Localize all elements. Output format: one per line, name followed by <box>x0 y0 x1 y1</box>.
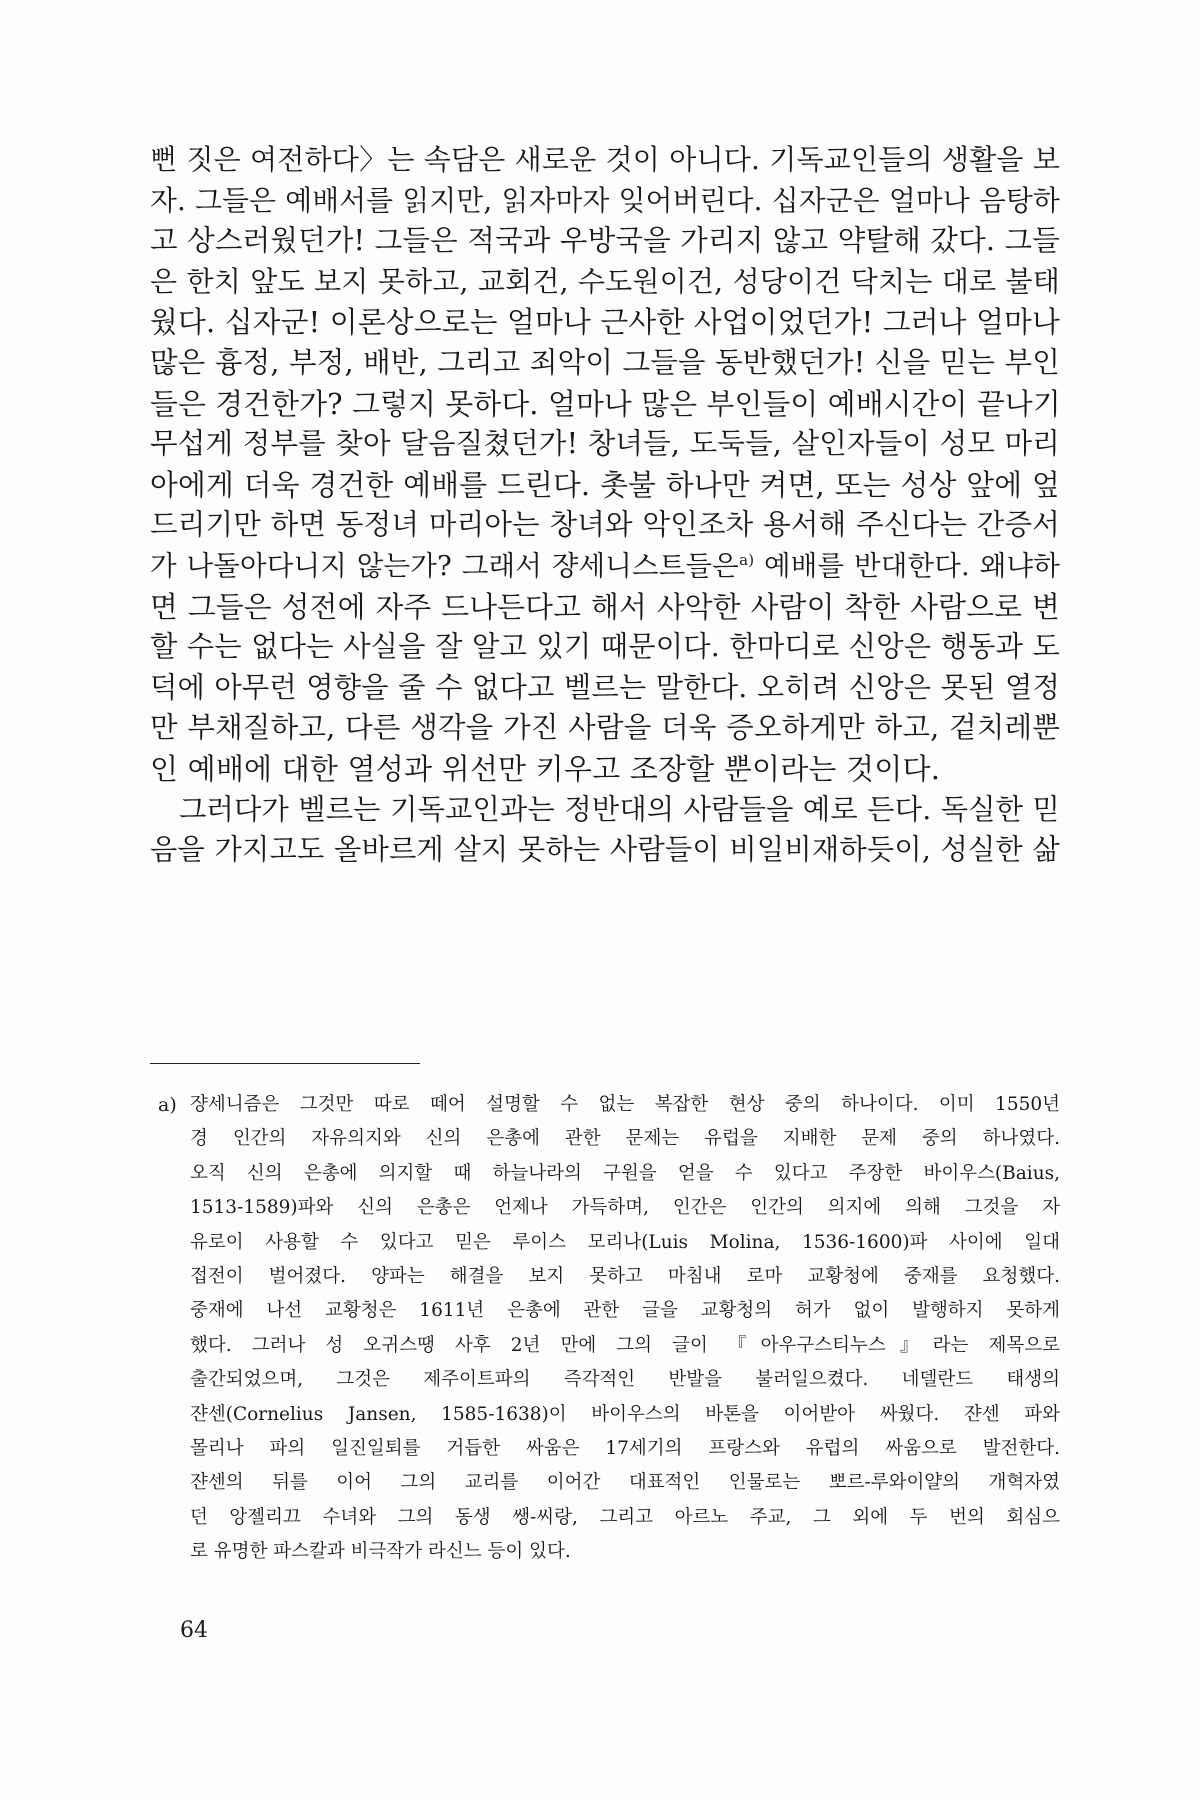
footnote-marker: a) <box>158 1094 177 1116</box>
footnote-line: 출간되었으며, 그것은 제주이트파의 즉각적인 반발을 불러일으켰다. 네델란드 태생의 <box>190 1369 1060 1391</box>
body-line: 은 한치 앞도 보지 못하고, 교회건, 수도원이건, 성당이건 닥치는 대로 불태 <box>150 264 1060 298</box>
body-line: 덕에 아무런 영향을 줄 수 없다고 벨르는 말한다. 오히려 신앙은 못된 열정 <box>150 670 1060 704</box>
footnote <box>150 1088 1060 1569</box>
footnote-divider <box>150 1063 420 1064</box>
body-line: 고 상스러웠던가! 그들은 적국과 우방국을 가리지 않고 약탈해 갔다. 그들 <box>150 224 1060 258</box>
body-line: 드리기만 하면 동정녀 마리아는 창녀와 악인조차 용서해 주신다는 간증서 <box>150 508 1060 542</box>
body-line: 음을 가지고도 올바르게 살지 못하는 사람들이 비일비재하듯이, 성실한 삶 <box>150 833 1060 867</box>
body-line: 무섭게 정부를 찾아 달음질쳤던가! 창녀들, 도둑들, 살인자들이 성모 마리 <box>150 427 1060 461</box>
footnote-line: 유로이 사용할 수 있다고 믿은 루이스 모리나(Luis Molina, 1536-1600)파 사이에 일대 <box>190 1231 1060 1253</box>
body-line: 아에게 더욱 경건한 예배를 드린다. 촛불 하나만 켜면, 또는 성상 앞에 엎 <box>150 467 1060 502</box>
body-line-part: 예배를 반대한다. 왜냐하 <box>763 549 1060 582</box>
body-line-paragraph-start: 그러다가 벨르는 기독교인과는 정반대의 사람들을 예로 든다. 독실한 믿 <box>179 792 1060 826</box>
page-number: 64 <box>180 1618 208 1643</box>
body-line: 많은 흉정, 부정, 배반, 그리고 죄악이 그들을 동반했던가! 신을 믿는 부인 <box>150 345 1060 379</box>
body-line: 들은 경건한가? 그렇지 못하다. 얼마나 많은 부인들이 예배시간이 끝나기 <box>150 386 1061 421</box>
footnote-line: 쟝세니즘은 그것만 따로 떼어 설명할 수 없는 복잡한 현상 중의 하나이다. 이미 1550년 <box>190 1094 1060 1115</box>
body-line: 자. 그들은 예배서를 읽지만, 읽자마자 잊어버린다. 십자군은 얼마나 음탕하 <box>150 183 1060 217</box>
body-text <box>150 140 1060 871</box>
footnote-body <box>190 1088 1060 1569</box>
body-line: 인 예배에 대한 열성과 위선만 키우고 조장할 뿐이라는 것이다. <box>150 751 941 786</box>
body-line-with-footnote-ref <box>150 546 1060 587</box>
footnote-line: 쟌센의 뒤를 이어 그의 교리를 이어간 대표적인 인물로는 뽀르-루와이얄의 개혁자였 <box>190 1472 1060 1494</box>
body-line: 웠다. 십자군! 이론상으로는 얼마나 근사한 사업이었던가! 그러나 얼마나 <box>150 305 1060 340</box>
footnote-line: 쟌센(Cornelius Jansen, 1585-1638)이 바이우스의 바톤을 이어받아 싸웠다. 쟌센 파와 <box>190 1403 1060 1425</box>
footnote-line: 중재에 나선 교황청은 1611년 은총에 관한 글을 교황청의 허가 없이 발행하지 못하게 <box>190 1300 1060 1322</box>
body-line: 만 부채질하고, 다른 생각을 가진 사람을 더욱 증오하게만 하고, 겉치레뿐 <box>150 711 1060 745</box>
footnote-line: 던 앙젤리끄 수녀와 그의 동생 쌩-씨랑, 그리고 아르노 주교, 그 외에 두 번의 회심으 <box>190 1506 1060 1528</box>
footnote-line: 로 유명한 파스칼과 비극작가 라신느 등이 있다. <box>190 1541 571 1563</box>
body-line: 면 그들은 성전에 자주 드나든다고 해서 사악한 사람이 착한 사람으로 변 <box>150 589 1060 624</box>
body-line: 할 수는 없다는 사실을 잘 알고 있기 때문이다. 한마디로 신앙은 행동과 도 <box>150 630 1060 664</box>
footnote-line: 경 인간의 자유의지와 신의 은총에 관한 문제는 유럽을 지배한 문제 중의 하나였다. <box>190 1128 1060 1150</box>
footnote-reference[interactable]: a) <box>739 550 755 569</box>
footnote-line: 했다. 그러나 성 오귀스땡 사후 2년 만에 그의 글이 『아우구스티누스』라는 제목으로 <box>190 1334 1060 1356</box>
footnote-line: 몰리나 파의 일진일퇴를 거듭한 싸움은 17세기의 프랑스와 유럽의 싸움으로 발전한다. <box>190 1437 1060 1459</box>
body-line: 뻔 짓은 여전하다〉는 속담은 새로운 것이 아니다. 기독교인들의 생활을 보 <box>150 143 1060 176</box>
footnote-line: 1513-1589)파와 신의 은총은 언제나 가득하며, 인간은 인간의 의지에 의해 그것을 자 <box>190 1197 1060 1219</box>
footnote-line: 접전이 벌어졌다. 양파는 해결을 보지 못하고 마침내 로마 교황청에 중재를 요청했다. <box>190 1265 1060 1287</box>
footnote-line: 오직 신의 은총에 의지할 때 하늘나라의 구원을 얻을 수 있다고 주장한 바이우스(Baius, <box>190 1162 1060 1184</box>
body-line-part: 가 나돌아다니지 않는가? 그래서 쟝세니스트들은 <box>150 549 740 582</box>
